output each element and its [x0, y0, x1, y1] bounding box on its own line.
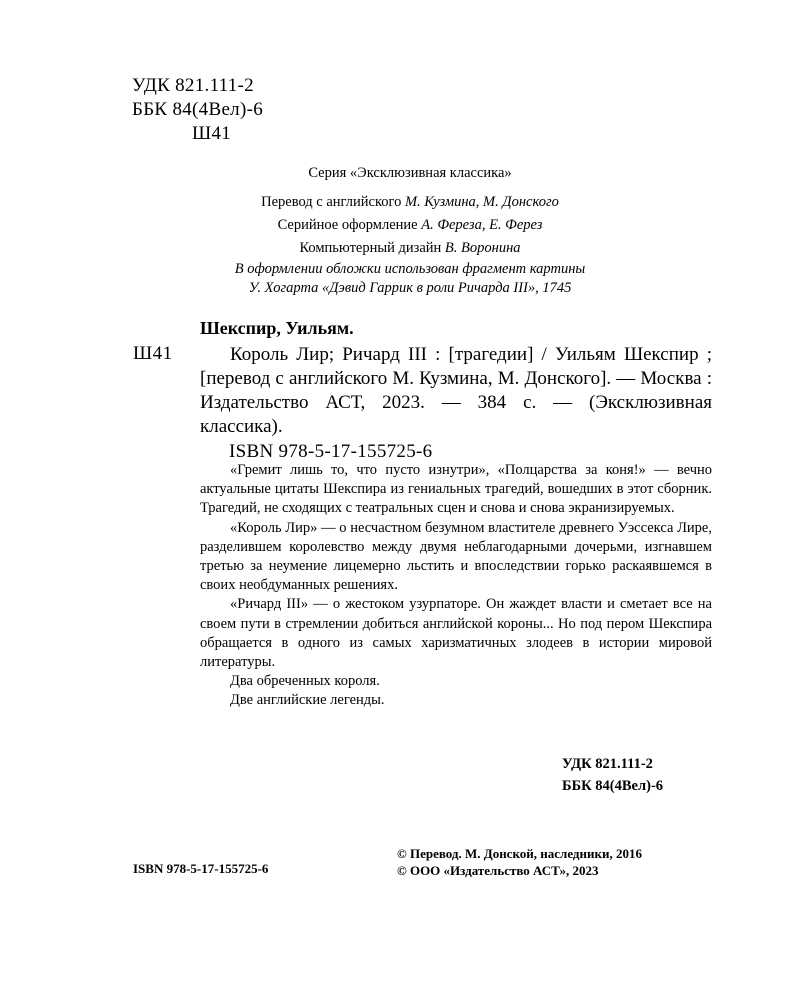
series-line: Серия «Эксклюзивная классика» [308, 165, 512, 181]
classification-codes [132, 74, 263, 146]
series-design-line: Серийное оформление А. Фереза, Е. Ферез [277, 217, 543, 233]
catalog-code: Ш41 [133, 343, 173, 364]
footer-isbn: ISBN 978-5-17-155725-6 [133, 861, 269, 876]
annotation-paragraph: «Король Лир» — о несчастном безумном властителе древнего Уэссекса Лире, разделившем королевство между двумя неблагодарными дочерьми, изгнавшем третью за неумение лицемерно льстить и впоследствии горько раскаявшемся в своих необдуманных решениях. [200, 519, 712, 594]
catalog-author: Шекспир, Уильям. [200, 318, 354, 338]
annotation-paragraph: Две английские легенды. [230, 692, 385, 709]
series-designers: А. Фереза, Е. Ферез [421, 217, 543, 233]
author-mark: Ш41 [192, 123, 232, 144]
annotation-paragraph: «Гремит лишь то, что пусто изнутри», «Полцарства за коня!» — вечно актуальные цитаты Шекспира из гениальных трагедий, вошедших в этот сборник. Трагедий, не сходящих с театральных сцен и снова и снова экранизируемых. [200, 462, 712, 517]
catalog-isbn: ISBN 978-5-17-155725-6 [229, 441, 433, 462]
cover-note-line1: В оформлении обложки использован фрагмент картины [234, 261, 586, 277]
footer-codes [562, 753, 663, 797]
credits-block [160, 162, 660, 298]
copyright-translation: © Перевод. М. Донской, наследники, 2016 [397, 846, 642, 861]
annotation [200, 461, 712, 711]
bbk-code: ББК 84(4Вел)-6 [132, 99, 264, 120]
computer-design-line: Компьютерный дизайн В. Воронина [299, 240, 521, 256]
copyright-block [397, 845, 642, 879]
footer-udk: УДК 821.111-2 [562, 756, 653, 772]
udk-code: УДК 821.111-2 [132, 75, 254, 96]
translators: М. Кузмина, М. Донского [404, 194, 559, 210]
footer-bbk: ББК 84(4Вел)-6 [562, 778, 664, 794]
cover-note-line2: У. Хогарта «Дэвид Гаррик в роли Ричарда III», 1745 [248, 280, 572, 296]
computer-designer: В. Воронина [444, 240, 521, 256]
copyright-publisher: © ООО «Издательство АСТ», 2023 [397, 863, 599, 878]
bibliographic-description: Король Лир; Ричард III : [трагедии] / Уильям Шекспир ; [перевод с английского М. Кузмина, М. Донского]. — Москва : Издательство АСТ, 2023. — 384 с. — (Эксклюзивная классика). [200, 344, 712, 437]
translation-line: Перевод с английского М. Кузмина, М. Донского [261, 194, 559, 210]
annotation-paragraph: Два обреченных короля. [230, 673, 380, 690]
annotation-paragraph: «Ричард III» — о жестоком узурпаторе. Он жаждет власти и сметает все на своем пути в стремлении добиться английской короны... Но под пером Шекспира обращается в одного из самых харизматичных злодеев в истории мировой литературы. [200, 596, 712, 671]
